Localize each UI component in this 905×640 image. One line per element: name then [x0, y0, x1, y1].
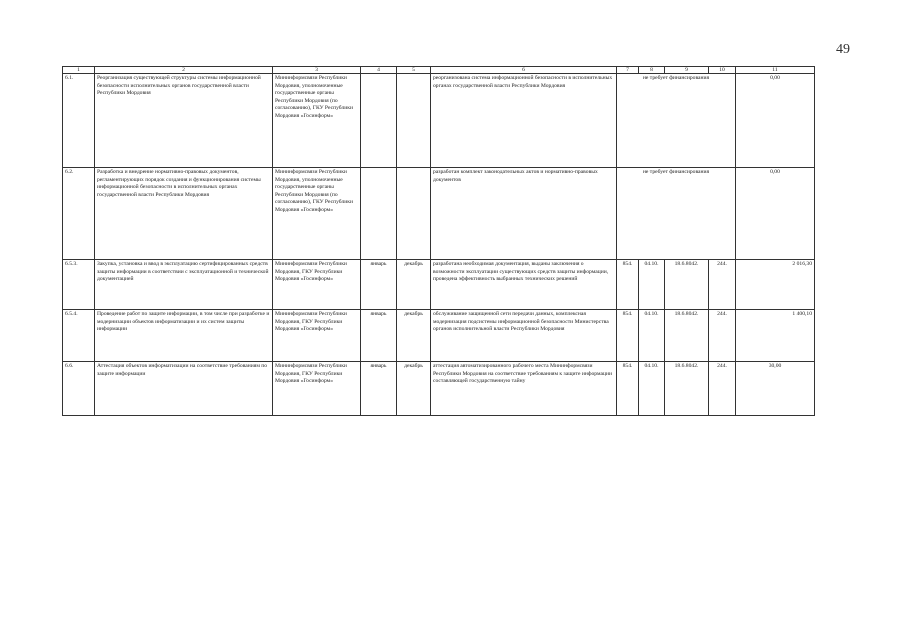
code-cell: 04.10. [639, 260, 665, 310]
start-cell [361, 74, 397, 168]
amount-cell: 0,00 [736, 74, 815, 168]
table-row [63, 168, 815, 260]
amount-cell: 0,00 [736, 168, 815, 260]
code-cell: 854. [617, 310, 639, 362]
table-row [63, 74, 815, 168]
row-number: 6.5.4. [63, 310, 95, 362]
result-cell: разработан комплект законодательных актов и нормативно-правовых документов [431, 168, 617, 260]
activity-cell: Реорганизация существующей структуры системы информационной безопасности исполнительных органов государственной власти Республики Мордовия [95, 74, 273, 168]
header-cell: 10 [709, 67, 736, 74]
result-cell: аттестация автоматизированного рабочего места Мининформсвязи Республики Мордовия на соответствие требованиям к защите информации составляющей государственную тайну [431, 362, 617, 416]
start-cell: январь [361, 310, 397, 362]
result-cell: разработана необходимая документация, выданы заключения о возможности эксплуатации существующих средств защиты информации, проведена эффективность выбранных технических решений [431, 260, 617, 310]
executor-cell: Мининформсвязи Республики Мордовия, ГКУ Республики Мордовия «Госинформ» [273, 310, 361, 362]
table-row [63, 260, 815, 310]
row-number: 6.5.3. [63, 260, 95, 310]
executor-cell: Мининформсвязи Республики Мордовия, уполномоченные государственные органы Республики Мордовия (по согласованию), ГКУ Республики Мордовия «Госинформ» [273, 74, 361, 168]
row-number: 6.6. [63, 362, 95, 416]
funding-note-cell: не требует финансирования [617, 74, 736, 168]
header-cell: 1 [63, 67, 95, 74]
activity-cell: Аттестация объектов информатизации на соответствие требованиям по защите информации [95, 362, 273, 416]
header-cell: 9 [665, 67, 709, 74]
executor-cell: Мининформсвязи Республики Мордовия, ГКУ Республики Мордовия «Госинформ» [273, 362, 361, 416]
header-cell: 4 [361, 67, 397, 74]
activity-cell: Закупка, установка и ввод в эксплуатацию сертифицированных средств защиты информации в соответствии с эксплуатационной и технической документацией [95, 260, 273, 310]
start-cell: январь [361, 260, 397, 310]
header-row [63, 67, 815, 74]
code-cell: 244. [709, 260, 736, 310]
end-cell [397, 168, 431, 260]
code-cell: 244. [709, 362, 736, 416]
code-cell: 244. [709, 310, 736, 362]
funding-note-cell: не требует финансирования [617, 168, 736, 260]
end-cell: декабрь [397, 362, 431, 416]
start-cell [361, 168, 397, 260]
amount-cell: 1 400,10 [736, 310, 815, 362]
code-cell: 18.6.8042. [665, 310, 709, 362]
page-number: 49 [836, 42, 850, 57]
activity-cell: Разработка и внедрение нормативно-правовых документов, регламентирующих порядок создания и функционирования системы информационной безопасности в исполнительных органах государственной власти Республики Мордовия [95, 168, 273, 260]
executor-cell: Мининформсвязи Республики Мордовия, уполномоченные государственные органы Республики Мордовия (по согласованию), ГКУ Республики Мордовия «Госинформ» [273, 168, 361, 260]
code-cell: 04.10. [639, 310, 665, 362]
header-cell: 5 [397, 67, 431, 74]
header-cell: 7 [617, 67, 639, 74]
row-number: 6.2. [63, 168, 95, 260]
header-cell: 6 [431, 67, 617, 74]
code-cell: 854. [617, 362, 639, 416]
row-number: 6.1. [63, 74, 95, 168]
activity-cell: Проведение работ по защите информации, в том числе при разработке и модернизации объектов информатизации и их систем защиты информации [95, 310, 273, 362]
code-cell: 18.6.8042. [665, 362, 709, 416]
end-cell: декабрь [397, 260, 431, 310]
header-cell: 2 [95, 67, 273, 74]
header-cell: 11 [736, 67, 815, 74]
code-cell: 04.10. [639, 362, 665, 416]
executor-cell: Мининформсвязи Республики Мордовия, ГКУ Республики Мордовия «Госинформ» [273, 260, 361, 310]
amount-cell: 30,00 [736, 362, 815, 416]
table-row [63, 362, 815, 416]
result-cell: обслуживание защищенной сети передачи данных, комплексная модернизация подсистемы информационной безопасности Министерства органов исполнительной власти Республики Мордовия [431, 310, 617, 362]
amount-cell: 2 016,30 [736, 260, 815, 310]
end-cell: декабрь [397, 310, 431, 362]
program-activities-table [62, 66, 815, 416]
table-row [63, 310, 815, 362]
result-cell: реорганизована система информационной безопасности в исполнительных органах государственной власти Республики Мордовия [431, 74, 617, 168]
code-cell: 854. [617, 260, 639, 310]
start-cell: январь [361, 362, 397, 416]
header-cell: 8 [639, 67, 665, 74]
end-cell [397, 74, 431, 168]
header-cell: 3 [273, 67, 361, 74]
code-cell: 18.6.8042. [665, 260, 709, 310]
